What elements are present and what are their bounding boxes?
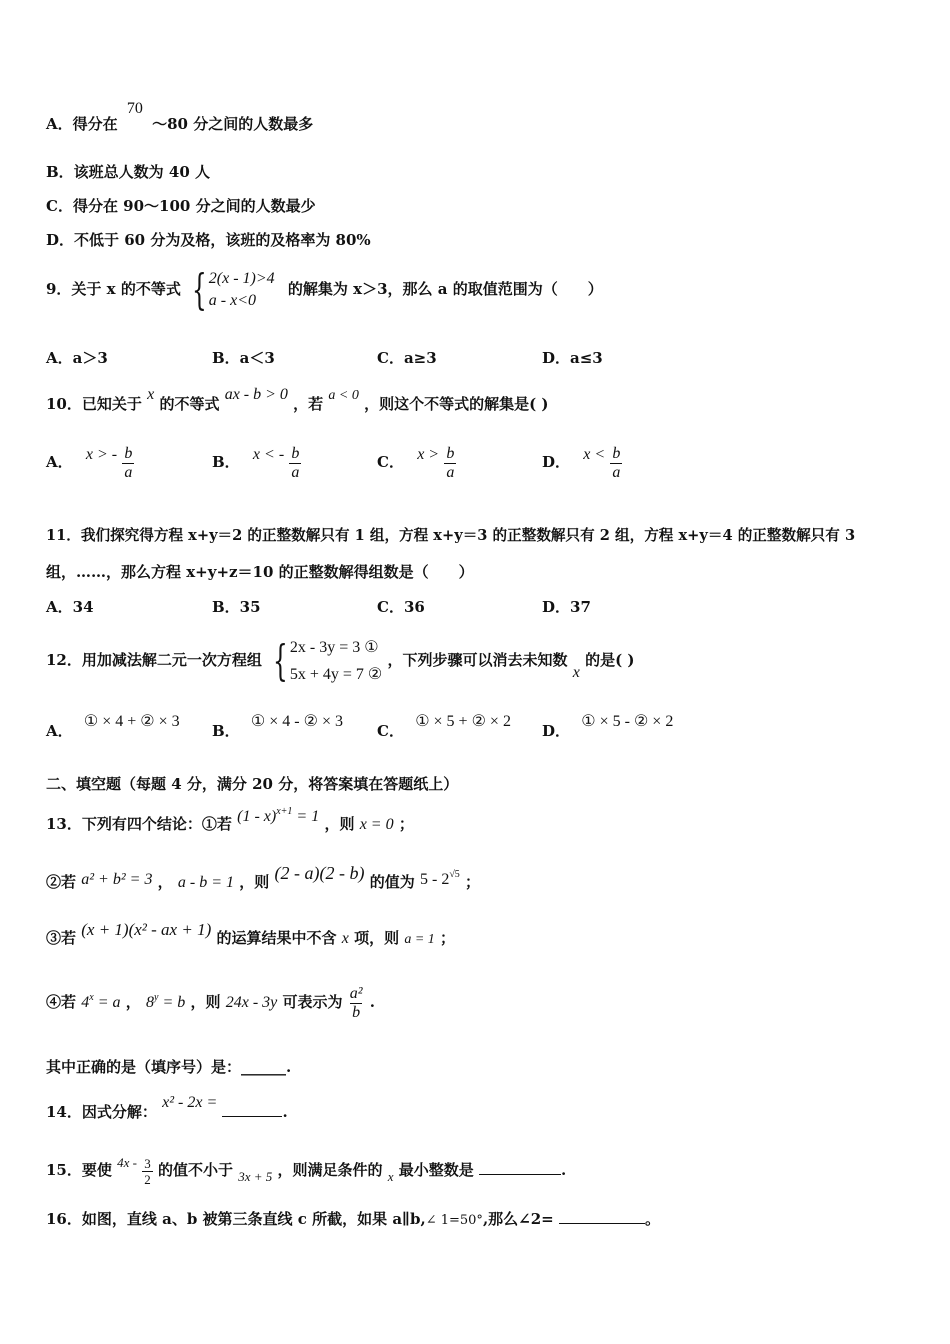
q12-row2: 5x + 4y = 7 ②	[289, 666, 383, 683]
fraction-denominator: a	[446, 463, 455, 481]
q15-prefix: 15．要使	[46, 1161, 112, 1179]
q14-answer-blank[interactable]	[222, 1102, 282, 1117]
q12-option-d-label: D．	[542, 722, 571, 740]
q13-l4-prefix: ④若	[46, 993, 77, 1011]
q13-l1-expr	[237, 808, 319, 825]
q15-mid2: ，则满足条件的	[277, 1161, 383, 1179]
fraction-denominator: a	[291, 463, 300, 481]
q13-l4-comma: ，	[125, 993, 141, 1011]
q11-option-c: C．36	[377, 598, 425, 616]
q13-l1-eq: = 1	[296, 808, 320, 825]
q13-l1-exponent: x+1	[276, 806, 293, 817]
fraction-numerator: 3	[144, 1155, 151, 1171]
q13-line3	[46, 920, 456, 950]
q9-option-c: C．a≥3	[377, 349, 437, 367]
q10-option-d-lhs: x <	[583, 446, 606, 463]
q14	[46, 1094, 288, 1123]
q10-mid2: ，若	[293, 395, 324, 413]
q16	[46, 1209, 660, 1231]
q13-l2-expr2: a - b = 1	[177, 874, 235, 891]
q8-option-d: D．不低于 60 分为及格，该班的及格率为 80%	[46, 231, 371, 249]
q12-option-c-expr: ① × 5 + ② × 2	[415, 713, 511, 730]
q10-option-b-lhs: x < -	[252, 446, 285, 463]
q13-l4-expr: 24x - 3y	[225, 994, 278, 1011]
q13-l4-mid2: 可表示为	[282, 993, 343, 1011]
q9-row2: a - x<0	[208, 292, 257, 309]
q13-l2-end: ；	[465, 873, 481, 891]
q13-l4-end: .	[369, 993, 375, 1011]
q12-option-b	[212, 713, 343, 747]
q13-l1-result: x = 0	[359, 816, 394, 833]
q10-option-c-label: C．	[377, 453, 404, 471]
q8-option-a-suffix: ～80 分之间的人数最多	[152, 115, 314, 133]
q12-prefix: 12．用加减法解二元一次方程组	[46, 651, 262, 669]
q12-option-b-expr: ① × 4 - ② × 3	[250, 713, 343, 730]
q11-line1: 11．我们探究得方程 x+y＝2 的正整数解只有 1 组，方程 x+y＝3 的正整数解只有 2 组，方程 x+y＝4 的正整数解只有 3	[46, 527, 856, 544]
q14-end: .	[282, 1103, 288, 1121]
q13-line4	[46, 976, 375, 1025]
q15-mid: 的值不小于	[157, 1161, 233, 1179]
q8-option-b: B．该班总人数为 40 人	[46, 163, 210, 181]
q12-option-a-label: A．	[46, 722, 73, 740]
q13-l2-comma: ，	[157, 873, 173, 891]
q15-lhs: 4x -	[117, 1155, 137, 1170]
q10-option-b-label: B．	[212, 453, 240, 471]
q12-suffix2: 的是( )	[585, 651, 635, 669]
q13-l1-base: (1 - x)	[237, 808, 277, 825]
q13-l2-mid: 的值为	[369, 873, 415, 891]
q12-option-c	[377, 713, 511, 747]
q10-option-a-lhs: x > -	[85, 446, 118, 463]
q10-option-c-lhs: x >	[417, 446, 440, 463]
q12-option-a	[46, 713, 180, 747]
q10-prefix: 10．已知关于	[46, 395, 142, 413]
q8-option-a	[46, 100, 314, 135]
q13-l4-exp1: x	[89, 992, 94, 1003]
q16-end: 。	[644, 1210, 660, 1228]
q14-prefix: 14．因式分解：	[46, 1103, 157, 1121]
q9-row1: 2(x - 1)>4	[208, 270, 275, 287]
q10-condition: a < 0	[328, 388, 359, 403]
q13-l4-base2: 8	[145, 994, 154, 1011]
q12-var: x	[572, 664, 580, 681]
q10-option-b	[212, 442, 301, 483]
section-heading: 二、填空题（每题 4 分，满分 20 分，将答案填在答题纸上）	[46, 775, 459, 793]
brace-icon: {	[192, 265, 207, 314]
q10-option-c-fraction	[444, 445, 456, 482]
q10-option-b-fraction	[289, 445, 301, 482]
q9-option-d: D．a≤3	[542, 349, 603, 367]
q12-suffix1: ，下列步骤可以消去未知数	[387, 651, 568, 669]
q13-l1-prefix: 13．下列有四个结论：①若	[46, 815, 232, 833]
q11-option-d: D．37	[542, 598, 591, 616]
q13-answer: 其中正确的是（填序号）是：______.	[46, 1058, 292, 1076]
q9-stem	[46, 265, 603, 313]
q13-l2-then: ，则	[239, 873, 270, 891]
q14-expr: x² - 2x =	[162, 1094, 218, 1111]
q13-line2	[46, 863, 481, 893]
fraction-numerator: b	[291, 444, 300, 462]
q10-option-a-fraction	[122, 445, 134, 482]
q8-option-c: C．得分在 90～100 分之间的人数最少	[46, 197, 316, 215]
q13-l4-exp2: y	[153, 992, 159, 1003]
q13-line1	[46, 806, 414, 835]
q12-option-c-label: C．	[377, 722, 404, 740]
q9-option-a: A．a＞3	[46, 349, 108, 367]
q13-l3-prefix: ③若	[46, 929, 77, 947]
q12-option-d	[542, 713, 674, 747]
q13-l4-fraction	[348, 985, 365, 1022]
q15-var: x	[387, 1169, 394, 1184]
q13-l3-result: a = 1	[404, 932, 435, 947]
fraction-numerator: a²	[349, 984, 363, 1002]
fraction-denominator: b	[352, 1003, 361, 1021]
q16-text2: ,那么∠2=	[482, 1210, 554, 1228]
q13-l2-value-exponent: √5	[449, 869, 460, 880]
q15-rhs: 3x + 5	[238, 1169, 273, 1184]
q13-l4-base1: 4	[81, 994, 90, 1011]
q11-line2: 组，……，那么方程 x+y+z＝10 的正整数解得组数是（ ）	[46, 563, 474, 581]
q13-l3-mid: 的运算结果中不含	[216, 929, 337, 947]
fraction-denominator: a	[612, 463, 621, 481]
q13-l3-expr: (x + 1)(x² - ax + 1)	[81, 920, 212, 939]
q13-l1-mid: ，则	[324, 815, 355, 833]
q9-inequality-system	[186, 265, 275, 314]
q10-option-d-label: D．	[542, 453, 571, 471]
fraction-numerator: b	[612, 444, 621, 462]
q12-stem	[46, 633, 635, 688]
q16-angle1: ∠ 1=50°	[425, 1213, 483, 1228]
q12-equation-system	[267, 634, 382, 688]
q13-l3-end: ；	[440, 929, 456, 947]
q13-l2-expr3: (2 - a)(2 - b)	[274, 863, 365, 883]
fraction-numerator: b	[446, 444, 455, 462]
q13-l2-expr1: a² + b² = 3	[81, 871, 153, 888]
q10-option-c	[377, 442, 456, 483]
q16-text: 16．如图，直线 a、b 被第三条直线 c 所截，如果 a∥b,	[46, 1210, 426, 1228]
q13-l2-value: 5 - 2	[419, 871, 450, 888]
q13-l2-prefix: ②若	[46, 873, 77, 891]
q16-answer-blank[interactable]	[559, 1209, 645, 1224]
q9-option-b: B．a＜3	[212, 349, 275, 367]
q9-suffix: 的解集为 x＞3，那么 a 的取值范围为（ ）	[287, 280, 603, 298]
q13-l3-mid2: 项，则	[354, 929, 400, 947]
q12-option-d-expr: ① × 5 - ② × 2	[581, 713, 674, 730]
q10-mid1: 的不等式	[159, 395, 220, 413]
q8-option-a-num: 70	[126, 100, 143, 117]
q10-stem	[46, 386, 549, 416]
q13-l4-rhs2: = b	[162, 994, 186, 1011]
q12-row1: 2x - 3y = 3 ①	[289, 639, 379, 656]
q10-option-a-label: A．	[46, 453, 73, 471]
q12-option-a-expr: ① × 4 + ② × 3	[83, 713, 180, 730]
q10-suffix: ，则这个不等式的解集是( )	[364, 395, 549, 413]
q10-option-a	[46, 442, 134, 483]
q13-l3-var: x	[341, 930, 349, 947]
brace-icon: {	[273, 636, 288, 685]
q9-prefix: 9．关于 x 的不等式	[46, 280, 181, 298]
q13-l4-rhs1: = a	[97, 994, 121, 1011]
fraction-denominator: 2	[144, 1171, 151, 1187]
fraction-numerator: b	[124, 444, 133, 462]
q12-option-b-label: B．	[212, 722, 240, 740]
q15-fraction	[142, 1156, 153, 1187]
q13-l4-mid: ，则	[190, 993, 221, 1011]
q8-option-a-prefix: A．得分在	[46, 115, 118, 133]
q15-answer-blank[interactable]	[479, 1160, 561, 1175]
q15-suffix: 最小整数是	[398, 1161, 474, 1179]
q10-option-d-fraction	[610, 445, 622, 482]
q10-option-d	[542, 442, 622, 483]
q11-option-b: B．35	[212, 598, 261, 616]
q11-option-a: A．34	[46, 598, 94, 616]
q10-inequality: ax - b > 0	[224, 386, 288, 403]
q13-l1-end: ；	[398, 815, 414, 833]
fraction-denominator: a	[124, 463, 133, 481]
q10-var: x	[147, 386, 155, 403]
q15	[46, 1150, 566, 1191]
q15-end: .	[560, 1161, 567, 1179]
